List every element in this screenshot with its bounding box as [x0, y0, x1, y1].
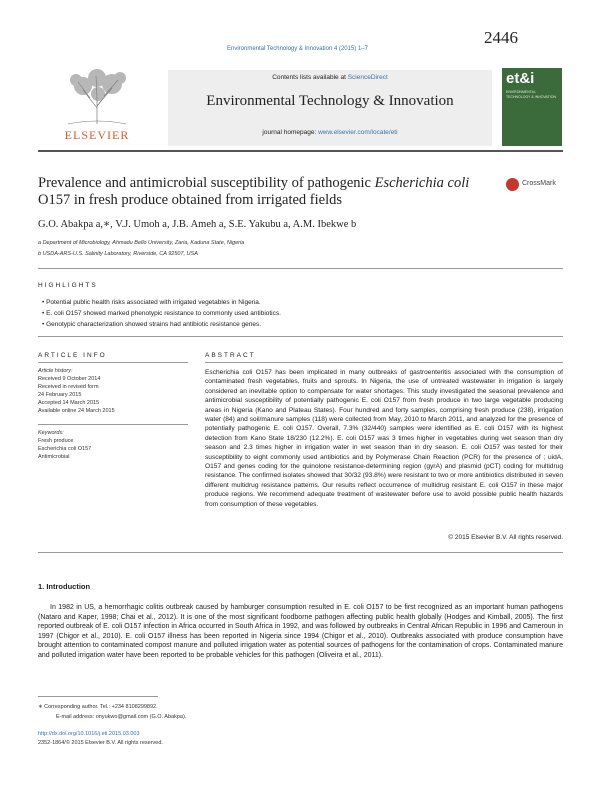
history-line: Accepted 14 March 2015 — [38, 400, 100, 406]
intro-heading: 1. Introduction — [38, 582, 91, 591]
masthead-rule — [38, 150, 563, 152]
keyword: Fresh produce — [38, 438, 74, 444]
divider — [38, 336, 563, 337]
highlight-text: Potential public health risks associated with irrigated vegetables in Nigeria. — [46, 299, 261, 306]
journal-title: Environmental Technology & Innovation — [206, 93, 454, 109]
footnote-email[interactable]: E-mail address: onyukwo@gmail.com (G.O. Abakpa). — [56, 714, 187, 720]
history-line: Received 9 October 2014 — [38, 376, 101, 382]
history-line: Received in revised form — [38, 384, 99, 390]
homepage-line — [168, 129, 492, 136]
doi-link[interactable]: http://dx.doi.org/10.1016/j.eti.2015.03.003 — [38, 731, 140, 737]
highlight-item: • Genotypic characterization showed strains had antibiotic resistance genes. — [42, 321, 262, 328]
cover-logo: et&i — [506, 70, 535, 87]
homepage-prefix: journal homepage: — [262, 129, 319, 136]
article-title — [38, 175, 498, 209]
keyword: Escherichia coli O157 — [38, 446, 92, 452]
highlight-item: • E. coli O157 showed marked phenotypic resistance to commonly used antibiotics. — [42, 310, 281, 317]
issn-line: 2352-1864/© 2015 Elsevier B.V. All rights reserved. — [38, 740, 163, 746]
highlight-text: Genotypic characterization showed strains had antibiotic resistance genes. — [46, 321, 262, 328]
journal-reference-link[interactable]: Environmental Technology & Innovation 4 (2015) 1–7 — [227, 46, 368, 52]
article-info-heading: ARTICLE INFO — [38, 352, 107, 359]
title-part1: Prevalence and antimicrobial susceptibility of pathogenic — [38, 175, 375, 191]
keywords-label: Keywords: — [38, 430, 64, 436]
footnote-rule — [38, 696, 158, 697]
affiliation-a: a Department of Microbiology, Ahmadu Bello University, Zaria, Kaduna State, Nigeria — [38, 240, 245, 246]
elsevier-wordmark: ELSEVIER — [64, 128, 130, 142]
crossmark-icon[interactable] — [506, 178, 519, 191]
crossmark-label[interactable]: CrossMark — [522, 180, 556, 187]
history-line: 24 February 2015 — [38, 392, 82, 398]
divider — [38, 552, 563, 553]
highlight-item: • Potential public health risks associated with irrigated vegetables in Nigeria. — [42, 299, 261, 306]
contents-prefix: Contents lists available at — [272, 74, 348, 81]
copyright: © 2015 Elsevier B.V. All rights reserved. — [448, 534, 563, 541]
divider — [38, 424, 188, 425]
affiliation-b: b USDA-ARS-U.S. Salinity Laboratory, Riverside, CA 92507, USA — [38, 251, 198, 257]
homepage-link[interactable]: www.elsevier.com/locate/eti — [318, 129, 398, 136]
author-list: G.O. Abakpa a,∗, V.J. Umoh a, J.B. Ameh a, S.E. Yakubu a, A.M. Ibekwe b — [38, 219, 357, 230]
contents-line — [168, 74, 492, 81]
abstract-text: Escherichia coli O157 has been implicated in many outbreaks of gastroenteritis associated with the consumption of contaminated fresh vegetables, fruits and sprouts. In Nigeria, the use of untreated wastewater in irrigation is largely considered an inevitable option to compensate for water shortages. This study investigated the seasonal prevalence and antimicrobial susceptibility of potentially pathogenic E. coli O157 from fresh produce in two large vegetable producing areas in Nigeria (Kano and Plateau States). Four hundred and forty samples, comprising fresh produce (238), irrigation water (84) and soil/manure samples (118) were collected from May, 2010 to March 2011, and analyzed for the presence of potentially pathogenic E. coli O157. Overall, 7.3% (32/440) samples were identified as E. coli O157 with its highest detection from Kano State 18/230 (12.2%). E. coli O157 was 3 times higher in vegetables during wet season than dry season and 2.3 times higher in irrigation water in wet season than in dry season. E. coli O157 was tested for their susceptibility to eight commonly used antibiotics and by Polymerase Chain Reaction (PCR) for the presence of ; uidA, O157 and genes coding for the quinolone resistance-determining region (gyrA) and plasmid (pCT) coding for multidrug resistance. The confirmed isolates showed that 30/32 (93.8%) were resistant to two or more antibiotics distributed in seven different multidrug resistance patterns. Our results reflect occurrence of multidrug resistant E. coli O157 in these major produce regions. We recommend adequate treatment of wastewater before use to avoid possible public health hazards from consumption of these vegetables. — [205, 369, 563, 508]
title-italic: Escherichia coli — [374, 175, 470, 191]
history-line: Available online 24 March 2015 — [38, 408, 115, 414]
keyword: Antimicrobial — [38, 454, 70, 460]
highlight-text: E. coli O157 showed marked phenotypic resistance to commonly used antibiotics. — [46, 310, 281, 317]
sciencedirect-link[interactable]: ScienceDirect — [347, 74, 388, 81]
history-label: Article history: — [38, 368, 73, 374]
intro-paragraph: In 1982 in US, a hemorrhagic colitis outbreak caused by hamburger consumption resulted in E. coli O157 to be first recognized as an important human pathogens (Nataro and Kaper, 1998; Chai et al., 2012). It is one of the most significant foodborne pathogen affecting public health globally (Hodges and Kimball, 2005). The first reported outbreak of E. coli O157 infection in Africa occurred in South Africa in 1992, and was followed by outbreaks in Central African Republic in 1996 and Cameroun in 1997 (Chigor et al., 2010). E. coli O157 illness has been reported in Nigeria since 1994 (Chigor et al., 2010). Outbreaks associated with produce consumption have brought attention to contaminated compost manure and polluted irrigation water as potential sources of pathogens for the contamination of crops. Contaminated manure and polluted irrigation water have been reported to be probable vehicles for this pathogen (Oliveira et al., 2011). — [38, 604, 563, 659]
title-part2: O157 in fresh produce obtained from irrigated fields — [38, 192, 343, 208]
divider — [38, 268, 563, 269]
highlights-heading: HIGHLIGHTS — [38, 282, 98, 289]
cover-text: ENVIRONMENTAL TECHNOLOGY & INNOVATION — [506, 90, 556, 99]
divider — [38, 362, 188, 363]
footnote-corresponding: ∗ Corresponding author. Tel.: +234 8108299892. — [38, 704, 158, 710]
page-number: 2446 — [484, 28, 518, 47]
divider — [205, 362, 563, 363]
abstract-heading: ABSTRACT — [205, 352, 256, 359]
